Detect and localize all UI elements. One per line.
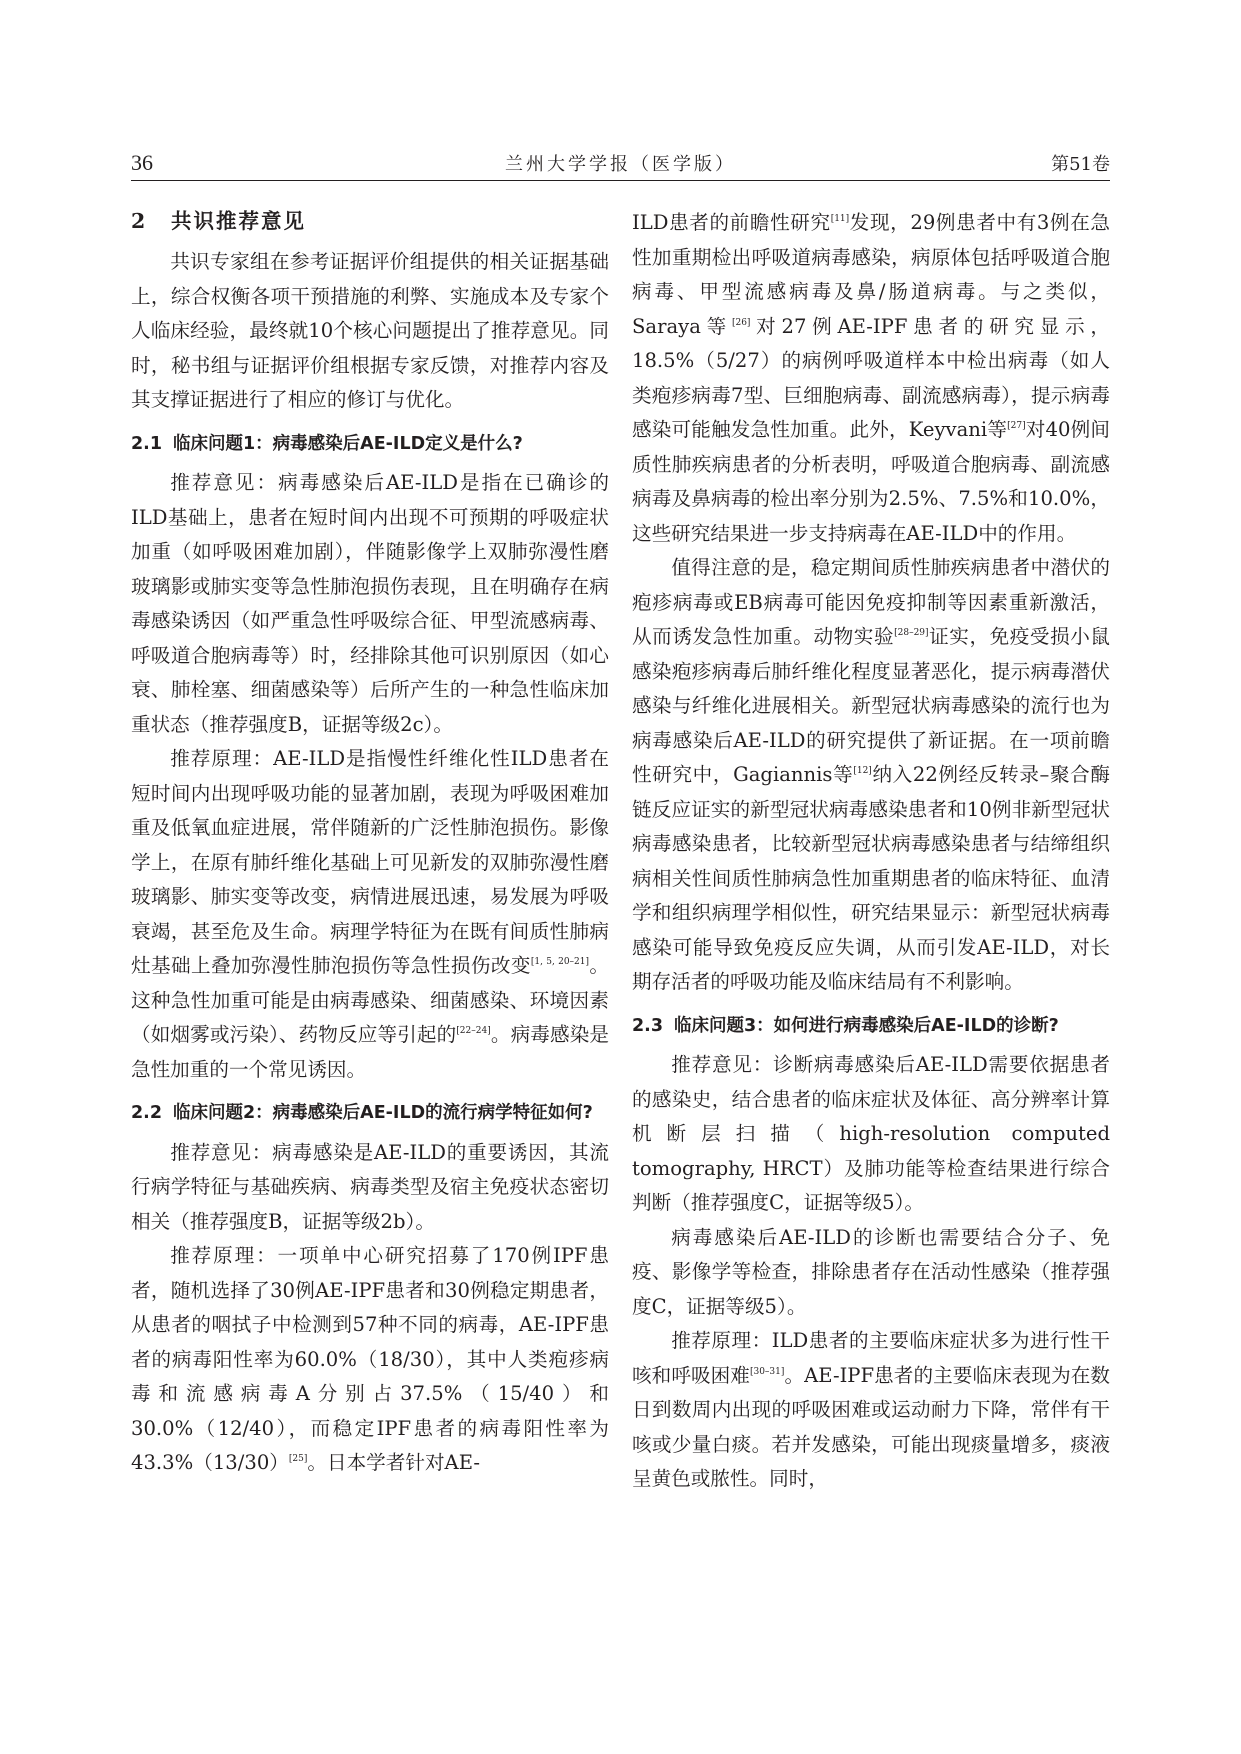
continued-paragraph (632, 206, 1110, 551)
subsection-number: 2.1 (131, 433, 163, 454)
section-number: 2 (131, 209, 148, 233)
citation-ref: [22–24] (456, 1026, 491, 1036)
rationale-paragraph (632, 1324, 1110, 1497)
rationale-text: 。日本学者针对AE- (307, 1451, 480, 1474)
rationale-text: 推荐原理：一项单中心研究招募了170例IPF患者，随机选择了30例AE-IPF患者和30例稳定期患者，从患者的咽拭子中检测到57种不同的病毒，AE-IPF患者的病毒阳性率为60.0%（18/30），其中人类疱疹病毒和流感病毒A分别占37.5%（15/40）和30.0%（12/40），而稳定IPF患者的病毒阳性率为43.3%（13/30） (131, 1244, 609, 1474)
subsection-heading-2-1 (131, 428, 609, 461)
rationale-paragraph (131, 742, 609, 1087)
paragraph-text: 证实，免疫受损小鼠感染疱疹病毒后肺纤维化程度显著恶化，提示病毒潜伏感染与纤维化进展相关。新型冠状病毒感染的流行也为病毒感染后AE-ILD的研究提供了新证据。在一项前瞻性研究中，Gagiannis等 (632, 625, 1110, 786)
subsection-number: 2.2 (131, 1103, 163, 1123)
rationale-text: 推荐原理：AE-ILD是指慢性纤维化性ILD患者在短时间内出现呼吸功能的显著加剧，表现为呼吸困难加重及低氧血症进展，常伴随新的广泛性肺泡损伤。影像学上，在原有肺纤维化基础上可见新发的双肺弥漫性磨玻璃影、肺实变等改变，病情进展迅速，易发展为呼吸衰竭，甚至危及生命。病理学特征为在既有间质性肺病灶基础上叠加弥漫性肺泡损伤等急性损伤改变 (131, 747, 609, 977)
section-intro-paragraph: 共识专家组在参考证据评价组提供的相关证据基础上，综合权衡各项干预措施的利弊、实施成本及专家个人临床经验，最终就10个核心问题提出了推荐意见。同时，秘书组与证据评价组根据专家反馈，对推荐内容及其支撑证据进行了相应的修订与优化。 (131, 250, 609, 411)
rationale-text: 。这种急性加重可能是由病毒感染、细菌感染、环境因素（如烟雾或污染）、药物反应等引起的 (131, 954, 609, 1046)
subsection-heading-2-3 (632, 1010, 1110, 1043)
journal-title: 兰州大学学报（医学版） (505, 154, 736, 175)
subsection-title: 临床问题1：病毒感染后AE-ILD定义是什么? (173, 433, 523, 454)
body-paragraph (632, 551, 1110, 1000)
citation-ref: [12] (853, 766, 872, 776)
citation-ref: [27] (1007, 421, 1026, 431)
subsection-heading-2-2 (131, 1097, 609, 1130)
citation-ref: [28–29] (894, 628, 929, 638)
left-column (131, 206, 609, 1676)
header-rule (131, 180, 1110, 181)
rationale-text: 。AE-IPF患者的主要临床表现为在数日到数周内出现的呼吸困难或运动耐力下降，常伴有干咳或少量白痰。若并发感染，可能出现痰量增多，痰液呈黄色或脓性。同时， (632, 1363, 1110, 1490)
subsection-title: 临床问题3：如何进行病毒感染后AE-ILD的诊断? (674, 1015, 1059, 1036)
subsection-number: 2.3 (632, 1015, 664, 1036)
paragraph-text: ILD患者的前瞻性研究 (632, 211, 831, 234)
volume-label: 第51卷 (1051, 154, 1110, 175)
citation-ref: [25] (288, 1454, 308, 1464)
paragraph-text: 发现，29例患者中有3例在急性加重期检出呼吸道病毒感染，病原体包括呼吸道合胞病毒、甲型流感病毒及鼻/肠道病毒。与之类似，Saraya等 (632, 211, 1110, 338)
citation-ref: [1, 5, 20–21] (530, 957, 590, 967)
page-number: 36 (131, 150, 153, 175)
subsection-title: 临床问题2：病毒感染后AE-ILD的流行病学特征如何? (173, 1103, 593, 1123)
paragraph-text: 值得注意的是，稳定期间质性肺疾病患者中潜伏的疱疹病毒或EB病毒可能因免疫抑制等因素重新激活，从而诱发急性加重。动物实验 (632, 556, 1110, 648)
rationale-paragraph (131, 1239, 609, 1481)
recommendation-paragraph: 病毒感染后AE-ILD的诊断也需要结合分子、免疫、影像学等检查，排除患者存在活动性感染（推荐强度C，证据等级5）。 (632, 1225, 1110, 1318)
recommendation-paragraph: 推荐意见：病毒感染后AE-ILD是指在已确诊的ILD基础上，患者在短时间内出现不可预期的呼吸症状加重（如呼吸困难加剧），伴随影像学上双肺弥漫性磨玻璃影或肺实变等急性肺泡损伤表现，且在明确存在病毒感染诱因（如严重急性呼吸综合征、甲型流感病毒、呼吸道合胞病毒等）时，经排除其他可识别原因（如心衰、肺栓塞、细菌感染等）后所产生的一种急性临床加重状态（推荐强度B，证据等级2c）。 (131, 471, 609, 736)
rationale-text: 推荐原理：ILD患者的主要临床症状多为进行性干咳和呼吸困难 (632, 1329, 1110, 1387)
section-heading (131, 206, 609, 236)
recommendation-paragraph: 推荐意见：病毒感染是AE-ILD的重要诱因，其流行病学特征与基础疾病、病毒类型及宿主免疫状态密切相关（推荐强度B，证据等级2b）。 (131, 1140, 609, 1233)
recommendation-paragraph: 推荐意见：诊断病毒感染后AE-ILD需要依据患者的感染史，结合患者的临床症状及体征、高分辨率计算机断层扫描（high-resolution computed tomography, HRCT）及肺功能等检查结果进行综合判断（推荐强度C，证据等级5）。 (632, 1053, 1110, 1214)
paragraph-text: 对27例AE-IPF患者的研究显示，18.5%（5/27）的病例呼吸道样本中检出病毒（如人类疱疹病毒7型、巨细胞病毒、副流感病毒），提示病毒感染可能触发急性加重。此外，Keyvani等 (632, 314, 1110, 441)
citation-ref: [11] (830, 214, 850, 224)
section-title: 共识推荐意见 (171, 209, 306, 233)
right-column (632, 206, 1110, 1676)
paragraph-text: 对40例间质性肺疾病患者的分析表明，呼吸道合胞病毒、副流感病毒及鼻病毒的检出率分别为2.5%、7.5%和10.0%，这些研究结果进一步支持病毒在AE-ILD中的作用。 (632, 418, 1110, 545)
paragraph-text: 纳入22例经反转录–聚合酶链反应证实的新型冠状病毒感染患者和10例非新型冠状病毒感染患者，比较新型冠状病毒感染患者与结缔组织病相关性间质性肺病急性加重期患者的临床特征、血清学和组织病理学相似性，研究结果显示：新型冠状病毒感染可能导致免疫反应失调，从而引发AE-ILD，对长期存活者的呼吸功能及临床结局有不利影响。 (632, 763, 1110, 993)
running-header (131, 150, 1110, 184)
citation-ref: [26] (731, 317, 751, 328)
citation-ref: [30–31] (749, 1366, 785, 1377)
rationale-text: 。病毒感染是急性加重的一个常见诱因。 (131, 1023, 609, 1081)
